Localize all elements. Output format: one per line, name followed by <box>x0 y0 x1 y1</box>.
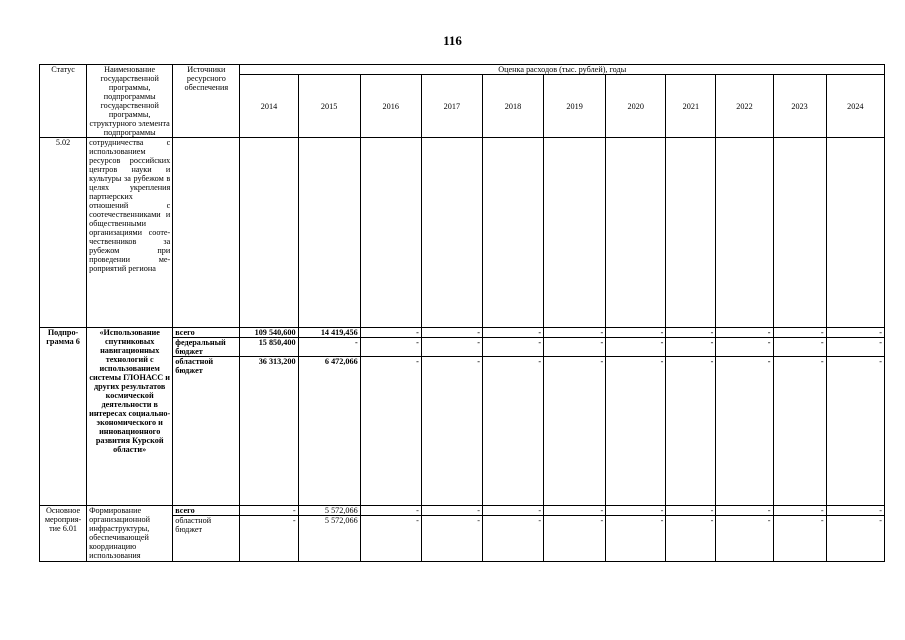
value-cell: - <box>826 506 884 516</box>
value-cell: - <box>716 516 773 562</box>
value-cell: - <box>773 357 826 506</box>
value-cell: - <box>606 338 666 357</box>
estimate-header: Оценка расходов (тыс. рублей), годы <box>240 65 885 75</box>
value-cell: - <box>716 357 773 506</box>
value-cell: - <box>716 338 773 357</box>
page-number: 116 <box>443 33 462 48</box>
value-cell: - <box>773 328 826 338</box>
value-cell: - <box>360 516 421 562</box>
value-cell: - <box>421 516 482 562</box>
value-cell: - <box>606 516 666 562</box>
value-cell: - <box>826 338 884 357</box>
value-cell: - <box>544 516 606 562</box>
year-header: 2022 <box>716 75 773 138</box>
value-cell: - <box>666 516 716 562</box>
value-cell: - <box>360 357 421 506</box>
name-cell: сотрудничества с использованием ресурсов российских центров науки и культуры за рубежом в целях укрепления партнерских отношений с соотечественниками и общественными организациями соотечественников за рубежом при проведении мероприятий региона <box>87 138 173 328</box>
header-row <box>40 65 885 75</box>
value-cell: - <box>240 506 298 516</box>
source-cell: федеральный бюджет <box>173 338 240 357</box>
value-cell: - <box>773 338 826 357</box>
value-cell: - <box>544 357 606 506</box>
source-cell: всего <box>173 506 240 516</box>
value-cell: - <box>298 338 360 357</box>
sources-header: Источники ресурсного обеспечения <box>173 65 240 138</box>
year-header: 2023 <box>773 75 826 138</box>
value-cell: - <box>773 506 826 516</box>
status-header: Статус <box>40 65 87 138</box>
name-cell: «Использование спутниковых навигационных технологий с использованием системы ГЛОНАСС и других результатов космической деятельности в интересах социально-экономического и инновационного развития Курской области» <box>87 328 173 506</box>
value-cell: - <box>716 506 773 516</box>
status-cell: Основное мероприятие 6.01 <box>40 506 87 562</box>
year-header: 2019 <box>544 75 606 138</box>
value-cell: - <box>544 328 606 338</box>
value-cell: 5 572,066 <box>298 516 360 562</box>
year-header: 2018 <box>482 75 543 138</box>
value-cell: 14 419,456 <box>298 328 360 338</box>
value-cell: 5 572,066 <box>298 506 360 516</box>
value-cell: - <box>606 328 666 338</box>
name-header: Наименование государственной программы, подпрограммы государственной программы, структурного элемента подпрограммы <box>87 65 173 138</box>
value-cell: - <box>773 516 826 562</box>
value-cell: - <box>666 338 716 357</box>
expenses-table <box>39 64 885 562</box>
value-cell: - <box>421 357 482 506</box>
source-cell: всего <box>173 328 240 338</box>
value-cell: - <box>826 328 884 338</box>
source-cell: областной бюджет <box>173 516 240 562</box>
value-cell: 36 313,200 <box>240 357 298 506</box>
year-header: 2017 <box>421 75 482 138</box>
value-cell: - <box>544 338 606 357</box>
table-row <box>40 328 885 338</box>
table-row <box>40 506 885 516</box>
value-cell: 109 540,600 <box>240 328 298 338</box>
value-cell: - <box>360 506 421 516</box>
status-cell: Подпрограмма 6 <box>40 328 87 506</box>
value-cell: - <box>666 357 716 506</box>
value-cell: - <box>421 328 482 338</box>
value-cell: - <box>666 328 716 338</box>
value-cell: - <box>606 357 666 506</box>
value-cell: - <box>716 328 773 338</box>
year-header: 2014 <box>240 75 298 138</box>
status-cell: 5.02 <box>40 138 87 328</box>
source-cell <box>173 138 240 328</box>
value-cell: - <box>826 357 884 506</box>
value-cell: 6 472,066 <box>298 357 360 506</box>
source-cell: областной бюджет <box>173 357 240 506</box>
year-header: 2024 <box>826 75 884 138</box>
value-cell: - <box>482 357 543 506</box>
value-cell: - <box>360 338 421 357</box>
year-header: 2015 <box>298 75 360 138</box>
value-cell: - <box>482 506 543 516</box>
value-cell: - <box>421 506 482 516</box>
value-cell: - <box>482 516 543 562</box>
value-cell: - <box>240 516 298 562</box>
year-header: 2016 <box>360 75 421 138</box>
value-cell: - <box>666 506 716 516</box>
name-cell: Формирование организационной инфраструктуры, обеспечивающей координацию использования <box>87 506 173 562</box>
value-cell: - <box>826 516 884 562</box>
value-cell: 15 850,400 <box>240 338 298 357</box>
value-cell: - <box>421 338 482 357</box>
value-cell: - <box>482 328 543 338</box>
value-cell: - <box>482 338 543 357</box>
year-header: 2020 <box>606 75 666 138</box>
value-cell: - <box>606 506 666 516</box>
value-cell: - <box>360 328 421 338</box>
year-header: 2021 <box>666 75 716 138</box>
table-row <box>40 138 885 328</box>
value-cell: - <box>544 506 606 516</box>
